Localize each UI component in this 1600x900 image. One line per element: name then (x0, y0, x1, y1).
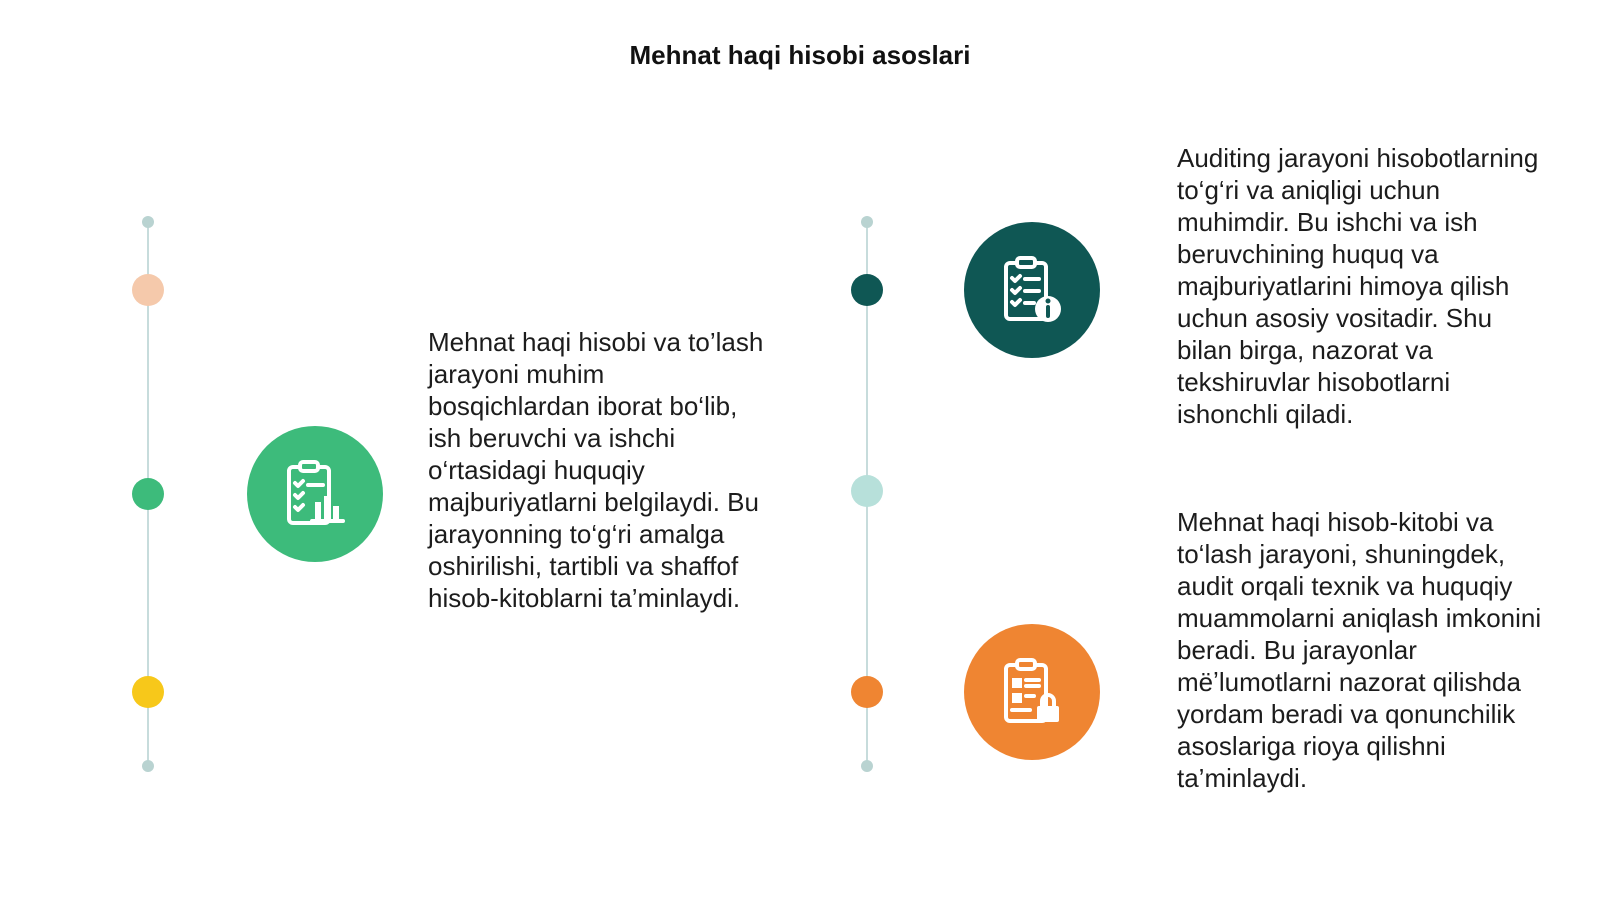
clipboard-info-icon (964, 222, 1100, 358)
right-top-description-text: Auditing jarayoni hisobotlarning to‘g‘ri va aniqligi uchun muhimdir. Bu ishchi va ish beruvchining huquq va majburiyatlarini himoya qilish uchun asosiy vositadir. Shu bilan birga, nazorat va tekshiruvlar hisobotlarni ishonchli qiladi. (1177, 143, 1539, 429)
right-timeline-top-cap (861, 216, 873, 228)
right-timeline-node-dark-teal (851, 274, 883, 306)
left-timeline-node-green (132, 478, 164, 510)
left-timeline-node-yellow (132, 676, 164, 708)
left-timeline-node-peach (132, 274, 164, 306)
left-timeline-bottom-cap (142, 760, 154, 772)
clipboard-lock-icon (964, 624, 1100, 760)
right-timeline-bottom-cap (861, 760, 873, 772)
right-timeline-node-light-teal (851, 475, 883, 507)
page-title: Mehnat haqi hisobi asoslari (629, 40, 971, 70)
clipboard-chart-icon (247, 426, 383, 562)
left-timeline-top-cap (142, 216, 154, 228)
right-timeline-node-orange (851, 676, 883, 708)
right-bottom-description-text: Mehnat haqi hisob-kitobi va to‘lash jarayoni, shuningdek, audit orqali texnik va huquqiy muammolarni aniqlash imkonini beradi. Bu jarayonlar mёʼlumotlarni nazorat qilishda yordam beradi va qonunchilik asoslariga rioya qilishni ta’minlaydi. (1177, 507, 1542, 793)
left-description-text: Mehnat haqi hisobi va to’lash jarayoni muhim bosqichlardan iborat bo‘lib, ish beruvchi va ishchi o‘rtasidagi huquqiy majburiyatlarni belgilaydi. Bu jarayonning to‘g‘ri amalga oshirilishi, tartibli va shaffof hisob-kitoblarni ta’minlaydi. (428, 327, 764, 613)
